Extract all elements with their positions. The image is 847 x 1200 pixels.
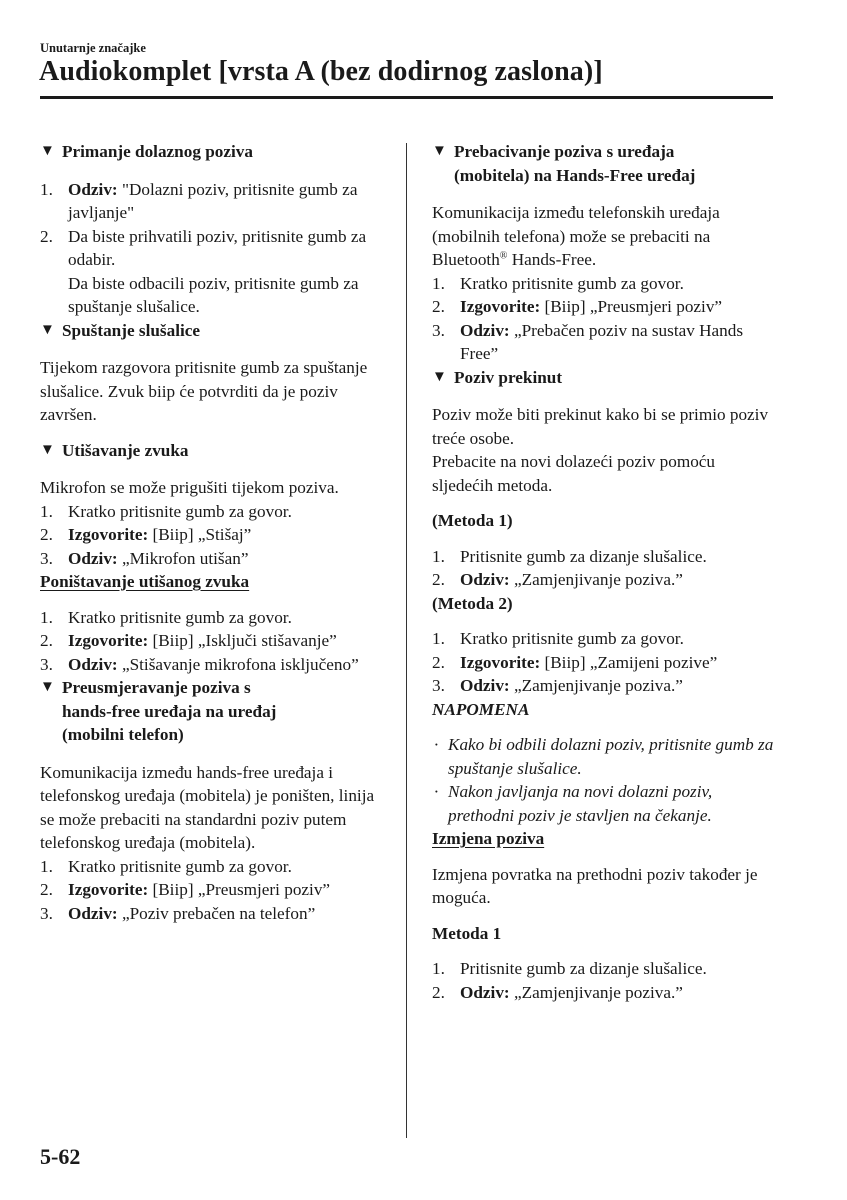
subheading-metoda-1: (Metoda 1): [432, 511, 513, 530]
bullet-icon: ·: [434, 782, 439, 801]
list-item: 1. Odziv: "Dolazni poziv, pritisnite gumb za javljanje": [40, 179, 358, 222]
triangle-icon: ▼: [432, 368, 447, 385]
heading-utisavanje: ▼ Utišavanje zvuka: [40, 439, 385, 463]
triangle-icon: ▼: [40, 321, 55, 338]
steps-preusmjeravanje: [40, 855, 385, 926]
list-item: 1. Kratko pritisnite gumb za govor.: [432, 273, 684, 293]
subheading-metoda-2: (Metoda 2): [432, 593, 513, 613]
list-item: 2. Izgovorite: [Biip] „Zamijeni pozive”: [432, 652, 718, 672]
list-item: 1. Kratko pritisnite gumb za govor.: [432, 629, 684, 648]
subheading-ponistavanje: Poništavanje utišanog zvuka: [40, 572, 250, 591]
subheading-metoda-1b: Metoda 1: [432, 923, 502, 943]
steps-metoda-1: [432, 545, 777, 592]
column-divider: [406, 143, 407, 1138]
page-number: 5-62: [40, 1144, 81, 1169]
list-item: 2. Izgovorite: [Biip] „Isključi stišavanje”: [40, 631, 337, 650]
paragraph: Poziv može biti prekinut kako bi se primio poziv treće osobe.: [432, 405, 769, 448]
steps-utisavanje: [40, 500, 385, 571]
list-item: 2. Odziv: „Zamjenjivanje poziva.”: [432, 982, 683, 1002]
triangle-icon: ▼: [40, 441, 55, 458]
steps-metoda-2: [432, 627, 777, 698]
page-title: Audiokomplet [vrsta A (bez dodirnog zaslona)]: [39, 56, 603, 87]
list-item: 2. Izgovorite: [Biip] „Stišaj”: [40, 525, 252, 544]
note-title: NAPOMENA: [432, 699, 530, 719]
list-item: 3. Odziv: „Poziv prebačen na telefon”: [40, 903, 316, 923]
paragraph: Mikrofon se može prigušiti tijekom poziva.: [40, 478, 339, 497]
list-item: 3. Odziv: „Stišavanje mikrofona isključeno”: [40, 654, 359, 674]
triangle-icon: ▼: [40, 143, 55, 159]
list-item: 1. Kratko pritisnite gumb za govor.: [40, 856, 292, 876]
list-item: 1. Pritisnite gumb za dizanje slušalice.: [432, 546, 707, 566]
list-item: 1. Kratko pritisnite gumb za govor.: [40, 501, 292, 521]
left-column: [40, 140, 385, 925]
heading-prebacivanje: ▼ Prebacivanje poziva s uređaja (mobitela) na Hands-Free uređaj: [432, 142, 696, 185]
list-item: 3. Odziv: „Zamjenjivanje poziva.”: [432, 676, 683, 695]
note-item: · Kako bi odbili dolazni poziv, pritisnite gumb za spuštanje slušalice.: [434, 735, 774, 778]
list-item: 3. Odziv: „Mikrofon utišan”: [40, 548, 249, 568]
list-item: 3. Odziv: „Prebačen poziv na sustav Hands Free”: [432, 320, 744, 363]
heading-poziv-prekinut: ▼ Poziv prekinut: [432, 366, 777, 390]
note-item: · Nakon javljanja na novi dolazni poziv, prethodni poziv je stavljen na čekanje.: [434, 782, 713, 825]
paragraph: Izmjena povratka na prethodni poziv također je moguća.: [432, 864, 758, 907]
heading-primanje: ▼ Primanje dolaznog poziva: [40, 140, 385, 164]
paragraph: Komunikacija između hands-free uređaja i telefonskog uređaja (mobitela) je poništen, linija se može prebaciti na standardni poziv putem telefonskog uređaja (mobitela).: [40, 762, 375, 852]
steps-metoda-1b: [432, 957, 777, 1004]
heading-spustanje: ▼ Spuštanje slušalice: [40, 319, 385, 343]
steps-ponistavanje: [40, 606, 385, 677]
list-item: 2. Izgovorite: [Biip] „Preusmjeri poziv”: [432, 297, 723, 316]
paragraph: Prebacite na novi dolazeći poziv pomoću sljedećih metoda.: [432, 452, 716, 495]
right-column: [432, 140, 777, 1004]
steps-primanje: [40, 178, 385, 319]
paragraph: Komunikacija između telefonskih uređaja (mobilnih telefona) može se prebaciti na Bluetooth® Hands-Free.: [432, 203, 720, 269]
list-item: 1. Pritisnite gumb za dizanje slušalice.: [432, 959, 707, 978]
list-item: 1. Kratko pritisnite gumb za govor.: [40, 607, 292, 627]
bullet-icon: ·: [434, 735, 439, 754]
list-item: 2. Izgovorite: [Biip] „Preusmjeri poziv”: [40, 880, 331, 899]
title-rule: [40, 96, 773, 99]
note-list: [432, 733, 777, 827]
section-label: Unutarnje značajke: [40, 41, 146, 55]
heading-preusmjeravanje: ▼ Preusmjeravanje poziva s hands-free uređaja na uređaj (mobilni telefon): [40, 678, 277, 744]
triangle-icon: ▼: [40, 679, 55, 695]
steps-prebacivanje: [432, 272, 777, 366]
triangle-icon: ▼: [432, 143, 447, 159]
paragraph: Tijekom razgovora pritisnite gumb za spuštanje slušalice. Zvuk biip će potvrditi da je poziv završen.: [40, 358, 368, 424]
list-item: 2. Da biste prihvatili poziv, pritisnite gumb za odabir. Da biste odbacili poziv, pritisnite gumb za spuštanje slušalice.: [40, 226, 367, 316]
subheading-izmjena: Izmjena poziva: [432, 829, 545, 848]
list-item: 2. Odziv: „Zamjenjivanje poziva.”: [432, 570, 683, 589]
